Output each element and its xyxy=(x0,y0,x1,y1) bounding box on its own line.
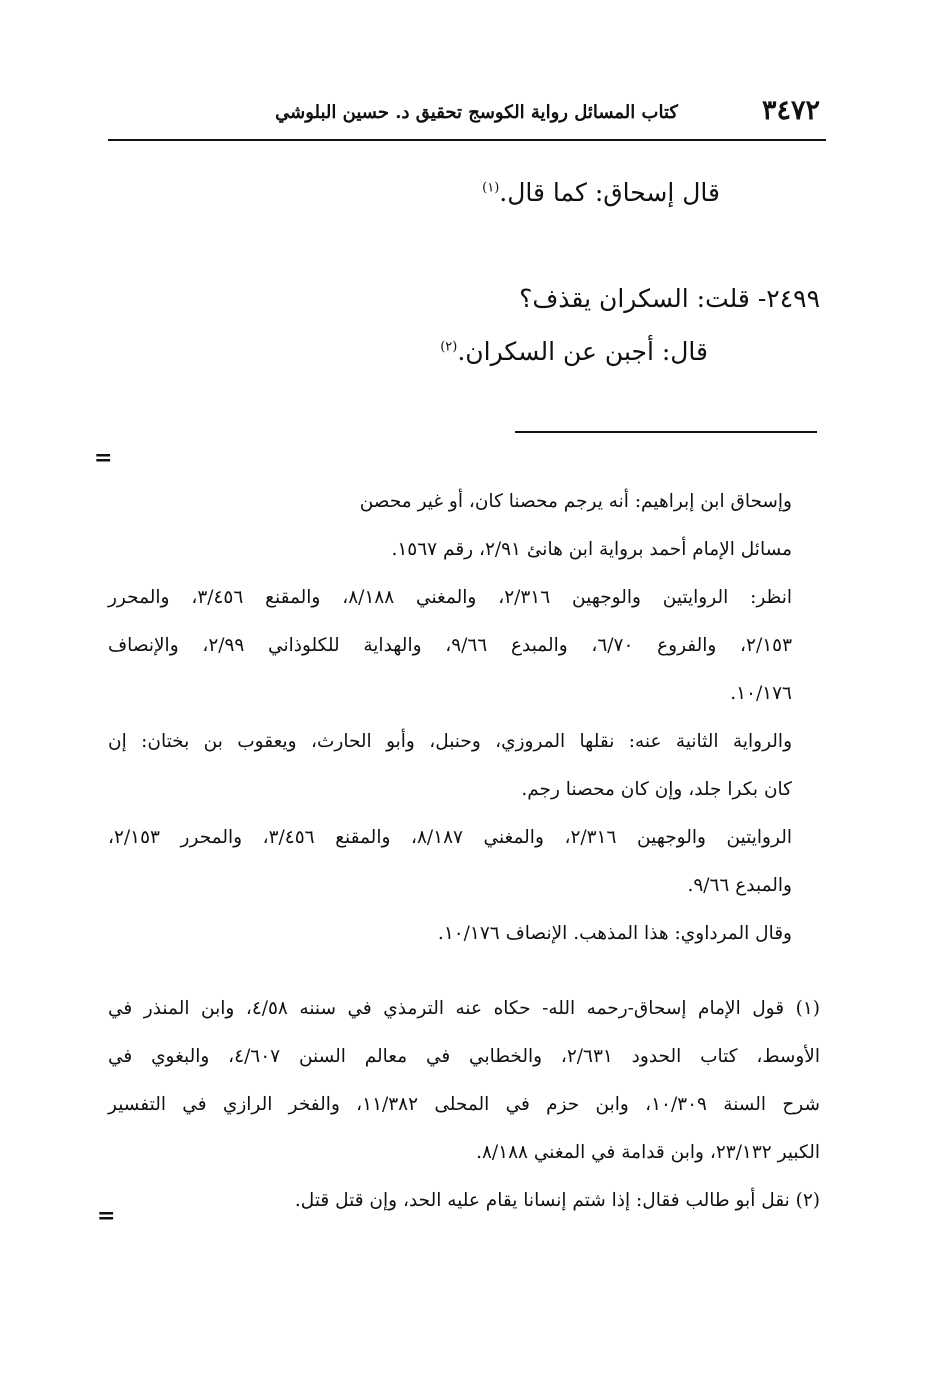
running-header-title: كتاب المسائل رواية الكوسج تحقيق د. حسين البلوشي xyxy=(275,102,678,123)
footnote-continuation xyxy=(108,478,792,958)
answer-text: قال: أجبن عن السكران. xyxy=(457,337,708,366)
footnote-line: الروايتين والوجهين ٢/٣١٦، والمغني ٨/١٨٧، والمقنع ٣/٤٥٦، والمحرر ٢/١٥٣، xyxy=(108,827,792,848)
footnote-line: مسائل الإمام أحمد برواية ابن هانئ ٢/٩١، رقم ١٥٦٧. xyxy=(391,539,792,560)
continuation-mark: = xyxy=(94,445,113,471)
answer-line xyxy=(440,337,708,366)
footnote-line: الكبير ٢٣/١٣٢، وابن قدامة في المغني ٨/١٨٨. xyxy=(476,1142,820,1163)
header-rule xyxy=(108,139,826,141)
main-text: قال إسحاق: كما قال. xyxy=(499,178,720,207)
main-text-line xyxy=(482,178,720,207)
footnote-line: (١) قول الإمام إسحاق-رحمه الله- حكاه عنه الترمذي في سننه ٤/٥٨، وابن المنذر في xyxy=(108,998,820,1019)
page-number: ٣٤٧٢ xyxy=(761,95,820,126)
continuation-mark: = xyxy=(97,1203,116,1229)
footnote-line: والرواية الثانية عنه: نقلها المروزي، وحنبل، وأبو الحارث، ويعقوب بن بختان: إن xyxy=(108,731,792,752)
footnote-line: كان بكرا جلد، وإن كان محصنا رجم. xyxy=(521,779,792,800)
footnote-line: انظر: الروايتين والوجهين ٢/٣١٦، والمغني ٨/١٨٨، والمقنع ٣/٤٥٦، والمحرر xyxy=(108,587,792,608)
footnote-line: وإسحاق ابن إبراهيم: أنه يرجم محصنا كان، أو غير محصن xyxy=(359,491,792,512)
footnote-line: شرح السنة ١٠/٣٠٩، وابن حزم في المحلى ١١/٣٨٢، والفخر الرازي في التفسير xyxy=(108,1094,820,1115)
footnote-line: والمبدع ٩/٦٦. xyxy=(687,875,792,896)
footnote-ref: (٢) xyxy=(440,339,458,355)
footnote-line: (٢) نقل أبو طالب فقال: إذا شتم إنسانا يقام عليه الحد، وإن قتل قتل. xyxy=(294,1190,820,1211)
question-line: ٢٤٩٩- قلت: السكران يقذف؟ xyxy=(519,284,820,313)
footnotes xyxy=(108,985,820,1225)
footnote-line: الأوسط، كتاب الحدود ٢/٦٣١، والخطابي في معالم السنن ٤/٦٠٧، والبغوي في xyxy=(108,1046,820,1067)
footnote-ref: (١) xyxy=(482,180,500,196)
footnote-line: ١٠/١٧٦. xyxy=(730,683,792,704)
footnote-line: ٢/١٥٣، والفروع ٦/٧٠، والمبدع ٩/٦٦، والهداية للكلوذاني ٢/٩٩، والإنصاف xyxy=(108,635,793,656)
footnote-line: وقال المرداوي: هذا المذهب. الإنصاف ١٠/١٧٦. xyxy=(437,923,792,944)
footnote-separator xyxy=(515,431,817,433)
